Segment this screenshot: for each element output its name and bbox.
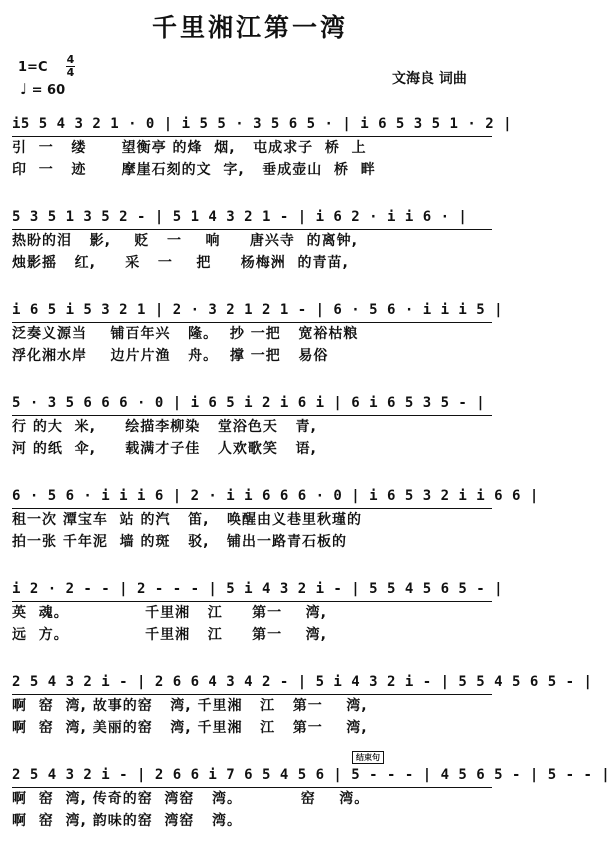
lyric-verse-2: 啊 窑 湾, 韵味的窑 湾窑 湾。 [12, 813, 243, 829]
notation-line: 6 · 5 6 · i i i 6 | 2 · i i 6 6 6 · 0 | i 6 5 3 2 i i 6 6 | [12, 484, 492, 509]
score-system-6 [12, 577, 504, 646]
quarter-note-icon: ♩ [20, 80, 28, 98]
lyric-verse-1: 泛奏义源当 铺百年兴 隆。 抄 一把 宽裕枯粮 [12, 326, 359, 342]
key-signature: 1=C [18, 60, 48, 75]
lyric-verse-2: 浮化湘水岸 边片片渔 舟。 撑 一把 易俗 [12, 348, 329, 364]
lyric-verse-1: 啊 窑 湾, 故事的窑 湾, 千里湘 江 第一 湾, [12, 698, 368, 714]
lyric-verse-1: 英 魂。 千里湘 江 第一 湾, [12, 605, 327, 621]
lyric-verse-2: 远 方。 千里湘 江 第一 湾, [12, 627, 327, 643]
notation-line: 5 · 3 5 6 6 6 · 0 | i 6 5 i 2 i 6 i | 6 i 6 5 3 5 - | [12, 391, 492, 416]
lyric-verse-2: 烛影摇 红, 采 一 把 杨梅洲 的青苗, [12, 255, 349, 271]
score-system-2 [12, 205, 492, 274]
lyric-verse-2: 河 的纸 伞, 载满才子佳 人欢歌笑 语, [12, 441, 317, 457]
score-system-1 [12, 112, 513, 181]
song-title: 千里湘江第一湾 [151, 13, 348, 42]
notation-line: i 2 · 2 - - | 2 - - - | 5 i 4 3 2 i - | 5 5 4 5 6 5 - | [12, 577, 492, 602]
ending-marker: 结束句 [352, 751, 384, 764]
lyric-verse-2: 印 一 迹 摩崖石刻的文 字, 垂成壶山 桥 畔 [12, 162, 376, 178]
meter-top: 4 [66, 53, 75, 66]
notation-line: 5 3 5 1 3 5 2 - | 5 1 4 3 2 1 - | i 6 2 · i i 6 · | [12, 205, 492, 230]
score-system-3 [12, 298, 504, 367]
lyric-verse-1: 行 的大 米, 绘描李柳染 堂浴色天 青, [12, 419, 317, 435]
score-system-4 [12, 391, 492, 460]
score-system-5 [12, 484, 539, 553]
lyric-verse-1: 引 一 缕 望衡亭 的烽 烟, 屯成求子 桥 上 [12, 140, 367, 156]
lyric-verse-2: 拍一张 千年泥 墙 的斑 驳, 铺出一路青石板的 [12, 534, 348, 550]
tempo-value: = 60 [31, 83, 66, 98]
score-system-8 [12, 753, 610, 832]
lyric-verse-2: 啊 窑 湾, 美丽的窑 湾, 千里湘 江 第一 湾, [12, 720, 368, 736]
credit-line: 文海良 词曲 [392, 71, 467, 87]
notation-line: 2 5 4 3 2 i - | 2 6 6 4 3 4 2 - | 5 i 4 3 2 i - | 5 5 4 5 6 5 - | [12, 670, 492, 695]
time-signature [66, 54, 75, 79]
notation-line: i5 5 4 3 2 1 · 0 | i 5 5 · 3 5 6 5 · | i 6 5 3 5 1 · 2 | [12, 112, 492, 137]
lyric-verse-1: 租一次 潭宝车 站 的汽 笛, 唤醒由义巷里秋瑾的 [12, 512, 363, 528]
lyric-verse-1: 啊 窑 湾, 传奇的窑 湾窑 湾。 窑 湾。 [12, 791, 370, 807]
meter-bottom: 4 [66, 66, 75, 79]
notation-line: i 6 5 i 5 3 2 1 | 2 · 3 2 1 2 1 - | 6 · 5 6 · i i i 5 | [12, 298, 492, 323]
score-system-7 [12, 670, 593, 739]
notation-line: 2 5 4 3 2 i - | 2 6 6 i 7 6 5 4 5 6 | 5 - - - | 4 5 6 5 - | 5 - - | [12, 763, 492, 788]
lyric-verse-1: 热盼的泪 影, 贬 一 响 唐兴寺 的离钟, [12, 233, 358, 249]
tempo-marking [20, 80, 65, 98]
